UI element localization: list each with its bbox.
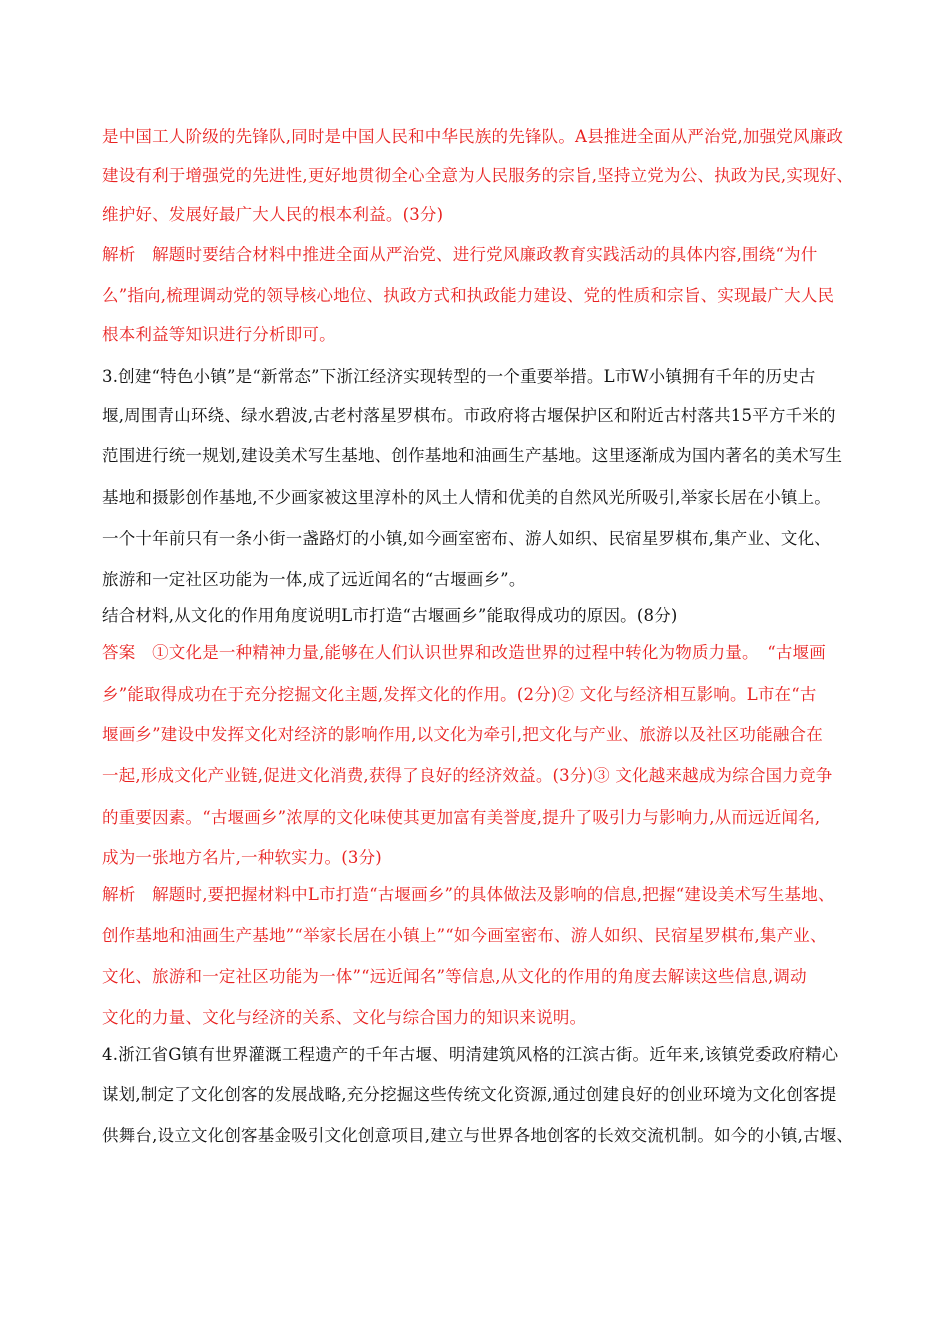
question-text-line: 4.浙江省G镇有世界灌溉工程遗产的千年古堰、明清建筑风格的江滨古街。近年来,该镇党委政府精心 — [102, 1045, 839, 1064]
analysis-text-line: 么”指向,梳理调动党的领导核心地位、执政方式和执政能力建设、党的性质和宗旨、实现最广大人民 — [102, 286, 835, 305]
answer-text-line: 建设有利于增强党的先进性,更好地贯彻全心全意为人民服务的宗旨,坚持立党为公、执政为民,实现好、 — [102, 166, 854, 185]
question-text-line: 一个十年前只有一条小街一盏路灯的小镇,如今画室密布、游人如织、民宿星罗棋布,集产业、文化、 — [102, 529, 831, 548]
answer-text-line: 是中国工人阶级的先锋队,同时是中国人民和中华民族的先锋队。A县推进全面从严治党,加强党风廉政 — [102, 127, 844, 146]
question-text-line: 范围进行统一规划,建设美术写生基地、创作基地和油画生产基地。这里逐渐成为国内著名的美术写生 — [102, 446, 843, 465]
analysis-text-line: 解析 解题时,要把握材料中L市打造“古堰画乡”的具体做法及影响的信息,把握“建设美术写生基地、 — [102, 885, 835, 904]
question-text-line: 3.创建“特色小镇”是“新常态”下浙江经济实现转型的一个重要举措。L市W小镇拥有千年的历史古 — [102, 367, 816, 386]
question-text-line: 谋划,制定了文化创客的发展战略,充分挖掘这些传统文化资源,通过创建良好的创业环境为文化创客提 — [102, 1085, 837, 1104]
analysis-text-line: 创作基地和油画生产基地”“举家长居在小镇上”“如今画室密布、游人如织、民宿星罗棋布,集产业、 — [102, 926, 827, 945]
answer-text-line: 的重要因素。“古堰画乡”浓厚的文化味使其更加富有美誉度,提升了吸引力与影响力,从而远近闻名, — [102, 808, 821, 827]
answer-text-line: 成为一张地方名片,一种软实力。(3分) — [102, 848, 382, 867]
answer-text-line: 一起,形成文化产业链,促进文化消费,获得了良好的经济效益。(3分)③ 文化越来越成为综合国力竞争 — [102, 766, 833, 785]
analysis-text-line: 文化的力量、文化与经济的关系、文化与综合国力的知识来说明。 — [102, 1008, 587, 1027]
analysis-text-line: 根本利益等知识进行分析即可。 — [102, 325, 336, 344]
answer-text-line: 堰画乡”建设中发挥文化对经济的影响作用,以文化为牵引,把文化与产业、旅游以及社区功能融合在 — [102, 725, 823, 744]
question-prompt-line: 结合材料,从文化的作用角度说明L市打造“古堰画乡”能取得成功的原因。(8分) — [102, 606, 678, 625]
answer-text-line: 乡”能取得成功在于充分挖掘文化主题,发挥文化的作用。(2分)② 文化与经济相互影响。L市在“古 — [102, 685, 817, 704]
question-text-line: 供舞台,设立文化创客基金吸引文化创意项目,建立与世界各地创客的长效交流机制。如今的小镇,古堰、 — [102, 1126, 854, 1145]
analysis-text-line: 解析 解题时要结合材料中推进全面从严治党、进行党风廉政教育实践活动的具体内容,围绕“为什 — [102, 245, 818, 264]
question-text-line: 旅游和一定社区功能为一体,成了远近闻名的“古堰画乡”。 — [102, 570, 526, 589]
answer-text-line: 维护好、发展好最广大人民的根本利益。(3分) — [102, 205, 444, 224]
question-text-line: 基地和摄影创作基地,不少画家被这里淳朴的风土人情和优美的自然风光所吸引,举家长居在小镇上。 — [102, 488, 831, 507]
question-text-line: 堰,周围青山环绕、绿水碧波,古老村落星罗棋布。市政府将古堰保护区和附近古村落共15平方千米的 — [102, 406, 836, 425]
analysis-text-line: 文化、旅游和一定社区功能为一体”“远近闻名”等信息,从文化的作用的角度去解读这些信息,调动 — [102, 967, 807, 986]
answer-text-line: 答案 ①文化是一种精神力量,能够在人们认识世界和改造世界的过程中转化为物质力量。 “古堰画 — [102, 643, 826, 662]
